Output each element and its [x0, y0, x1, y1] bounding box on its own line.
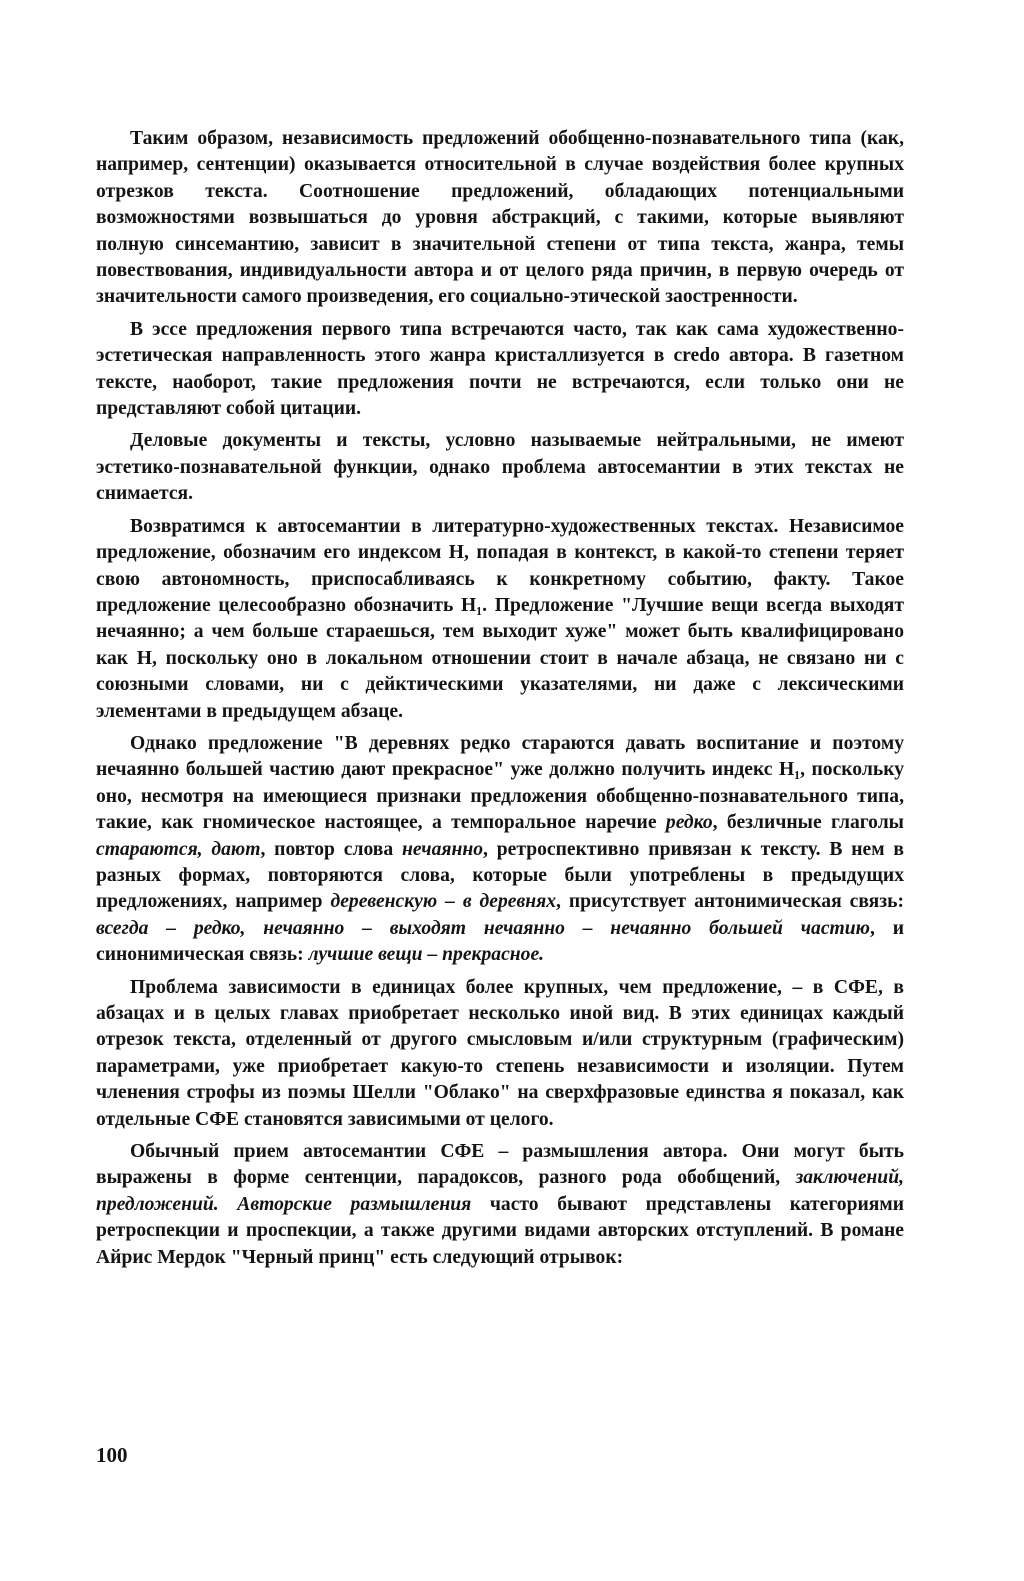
text-run: Проблема зависимости в единицах более крупных, чем предложение, – в СФЕ, в абзацах и в целых главах приобретает несколько иной вид. В этих единицах каждый отрезок текста, отделенный от другого смысловым и/или структурным (графическим) параметрами, уже приобретает какую-то степень независимости и изоляции. Путем членения строфы из поэмы Шелли "Облако" на сверхфразовые единства я показал, как отдельные СФЕ становятся зависимыми от целого. — [96, 976, 904, 1130]
text-run: Обычный прием автосемантии СФЕ – размышления автора. Они могут быть выражены в форме сентенции, парадоксов, разного рода обобщений, — [96, 1141, 904, 1189]
italic-text: всегда – редко, нечаянно – выходят нечаянно – нечаянно большей частию — [96, 917, 870, 939]
text-run: В эссе предложения первого типа встречаются часто, так как сама художественно-эстетическая направленность этого жанра кристаллизуется в credo автора. В газетном тексте, наоборот, такие предложения почти не встречаются, если только они не представляют собой цитации. — [96, 318, 904, 420]
paragraph — [96, 126, 904, 311]
paragraph — [96, 731, 904, 969]
italic-text: заключений, предложений. Авторские размышления — [96, 1167, 904, 1215]
text-run: Возвратимся к автосемантии в литературно-художественных текстах. Независимое предложение, обозначим его индексом Н, попадая в контекст, в какой-то степени теряет свою автономность, приспосабливаясь к конкретному событию, факту. Такое предложение целесообразно обозначить Н₁. Предложение "Лучшие вещи всегда выходят нечаянно; а чем больше стараешься, тем выходит хуже" может быть квалифицировано как Н, поскольку оно в локальном отношении стоит в начале абзаца, не связано ни с союзными словами, ни с дейктическими указателями, ни даже с лексическими элементами в предыдущем абзаце. — [96, 515, 904, 722]
italic-text: нечаянно — [401, 838, 484, 860]
text-run: , безличные глаголы — [712, 812, 904, 834]
paragraph — [96, 428, 904, 507]
text-run: Деловые документы и тексты, условно называемые нейтральными, не имеют эстетико-познавательной функции, однако проблема автосемантии в этих текстах не снимается. — [96, 430, 904, 505]
text-run: , ретроспективно привязан к тексту. В нем в разных формах, повторяются слова, которые были употреблены в предыдущих предложениях, например — [96, 838, 904, 913]
text-run: Однако предложение "В деревнях редко стараются давать воспитание и поэтому нечаянно большей частию дают прекрасное" уже должно получить индекс Н₁, поскольку оно, несмотря на имеющиеся признаки предложения обобщенно-познавательного типа, такие, как гномическое настоящее, а темпоральное наречие — [96, 732, 904, 834]
body-text — [96, 126, 904, 1277]
text-run: , присутствует антонимическая связь: — [556, 891, 904, 913]
italic-text: лучшие вещи – прекрасное. — [308, 944, 545, 966]
text-run: , повтор слова — [260, 838, 402, 860]
page-number: 100 — [96, 1443, 128, 1467]
paragraph — [96, 975, 904, 1133]
text-run: Таким образом, независимость предложений обобщенно-познавательного типа (как, например, сентенции) оказывается относительной в случае воздействия более крупных отрезков текста. Соотношение предложений, обладающих потенциальными возможностями возвышаться до уровня абстракций, с такими, которые выявляют полную синсемантию, зависит в значительной степени от типа текста, жанра, темы повествования, индивидуальности автора и от целого ряда причин, в первую очередь от значительности самого произведения, его социально-этической заостренности. — [96, 128, 904, 308]
text-run: часто бывают представлены категориями ретроспекции и проспекции, а также другими видами авторских отступлений. В романе Айрис Мердок "Черный принц" есть следующий отрывок: — [96, 1193, 905, 1268]
paragraph — [96, 1139, 904, 1271]
text-run: , и синонимическая связь: — [96, 917, 904, 966]
italic-text: редко — [665, 812, 713, 834]
italic-text: стараются, дают — [96, 838, 261, 860]
paragraph — [96, 317, 904, 423]
italic-text: деревенскую – в деревнях — [330, 891, 556, 913]
paragraph — [96, 514, 904, 725]
